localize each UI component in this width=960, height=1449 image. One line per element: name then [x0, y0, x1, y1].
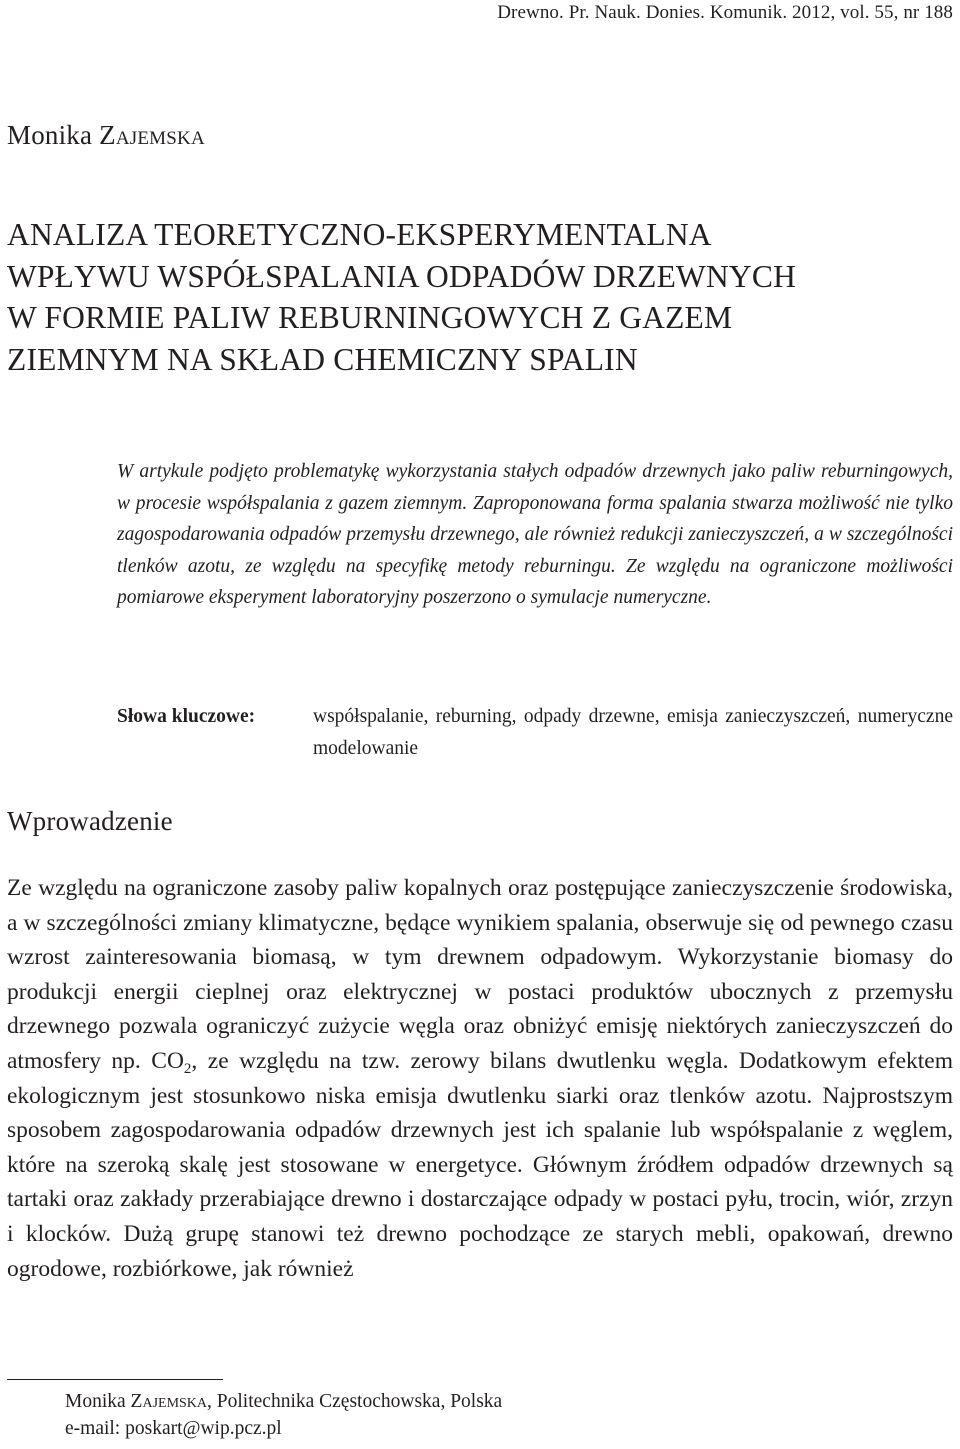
keywords-label: Słowa kluczowe:: [117, 706, 256, 727]
subscript-2: 2: [183, 1060, 192, 1077]
author-last-name: Zajemska: [99, 120, 205, 150]
footnote-affiliation: , Politechnika Częstochowska, Polska: [207, 1391, 503, 1412]
footnote-divider: [7, 1379, 223, 1380]
body-text-part-1: Ze względu na ograniczone zasoby paliw kopalnych oraz postępujące zanieczyszczenie środowiska, a w szczególności zmiany klimatyczne, będące wynikiem spalania, obserwuje się od pewnego czasu wzrost zainteresowania biomasą, w tym drewnem odpadowym. Wykorzystanie biomasy do produkcji energii cieplnej oraz elektrycznej w postaci produktów ubocznych z przemysłu drzewnego pozwala ograniczyć zużycie węgla oraz obniżyć emisję niektórych zanieczyszczeń do atmosfery np. CO: [7, 875, 953, 1074]
abstract: W artykule podjęto problematykę wykorzystania stałych odpadów drzewnych jako paliw reburningowych, w procesie współspalania z gazem ziemnym. Zaproponowana forma spalania stwarza możliwość nie tylko zagospodarowania odpadów przemysłu drzewnego, ale również redukcji zanieczyszczeń, a w szczególności tlenków azotu, ze względu na specyfikę metody reburningu. Ze względu na ograniczone możliwości pomiarowe eksperyment laboratoryjny poszerzono o symulacje numeryczne.: [117, 461, 953, 609]
body-text-part-2: , ze względu na tzw. zerowy bilans dwutlenku węgla. Dodatkowym efektem ekologicznym jest stosunkowo niska emisja dwutlenku siarki oraz tlenków azotu. Najprostszym sposobem zagospodarowania odpadów drzewnych jest ich spalanie lub współspalanie z węglem, które na szeroką skalę jest stosowane w energetyce. Głównym źródłem odpadów drzewnych są tartaki oraz zakłady przerabiające drewno i dostarczające odpady w postaci pyłu, trocin, wiór, zrzyn i klocków. Dużą grupę stanowi też drewno pochodzące ze starych mebli, opakowań, drewno ogrodowe, rozbiórkowe, jak również: [7, 1047, 953, 1282]
title-line: ZIEMNYM NA SKŁAD CHEMICZNY SPALIN: [7, 341, 638, 377]
author-name: [7, 120, 205, 151]
title-line: WPŁYWU WSPÓŁSPALANIA ODPADÓW DRZEWNYCH: [7, 258, 797, 294]
keywords-text: współspalanie, reburning, odpady drzewne, emisja zanieczyszczeń, numeryczne modelowanie: [313, 706, 953, 759]
title-line: ANALIZA TEORETYCZNO-EKSPERYMENTALNA: [7, 217, 712, 252]
footnote-author-last: Zajemska: [130, 1391, 208, 1412]
author-first-name: Monika: [7, 120, 93, 150]
footnote: [65, 1388, 502, 1442]
running-head: Drewno. Pr. Nauk. Donies. Komunik. 2012, vol. 55, nr 188: [497, 2, 953, 23]
title-line: W FORMIE PALIW REBURNINGOWYCH Z GAZEM: [7, 300, 733, 335]
footnote-affiliation-line: [65, 1388, 502, 1415]
footnote-email: e-mail: poskart@wip.pcz.pl: [65, 1418, 282, 1439]
article-title: [7, 214, 952, 380]
keywords: [117, 701, 953, 765]
body-paragraph: [7, 871, 953, 1286]
section-heading: Wprowadzenie: [7, 806, 173, 836]
footnote-author-first: Monika: [65, 1391, 126, 1412]
